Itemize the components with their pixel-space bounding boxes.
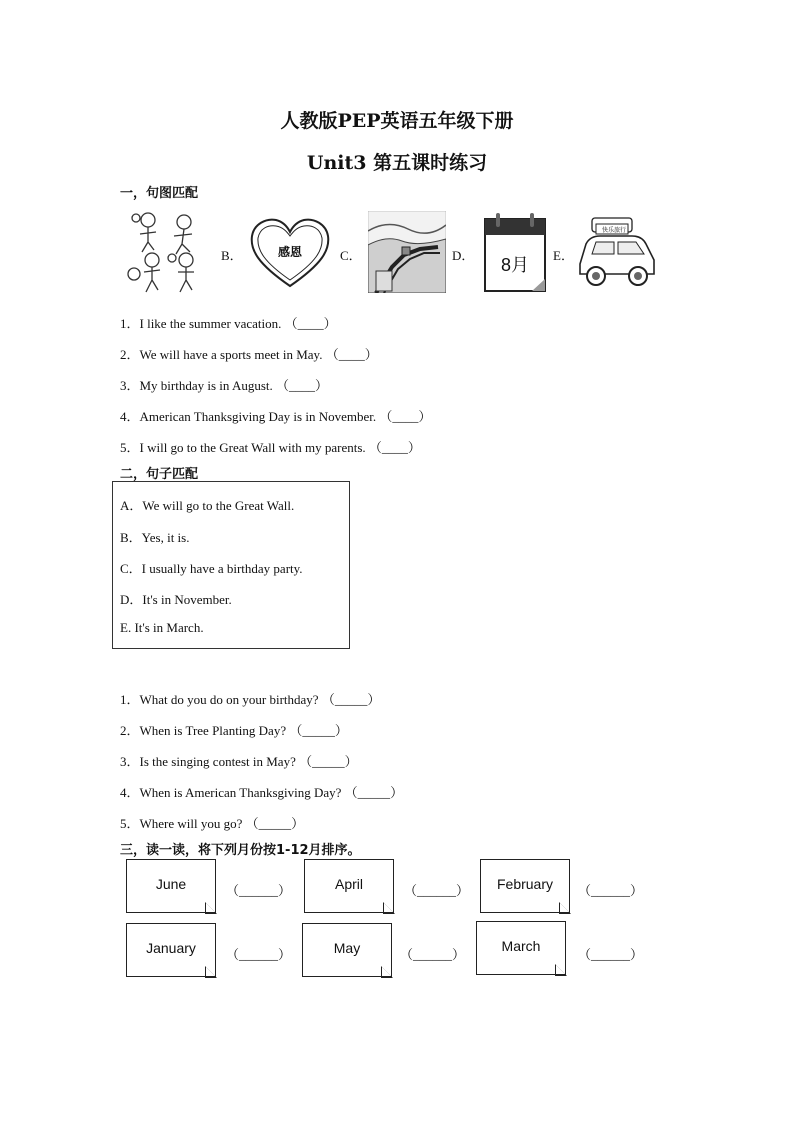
answer-c: C．I usually have a birthday party. [120, 561, 303, 576]
month-card-label: April [334, 876, 363, 892]
heart-text: 感恩 [277, 245, 303, 259]
month-card-may [302, 923, 392, 977]
month-card-label: March [501, 938, 541, 954]
answer-blank: （______） [578, 947, 644, 962]
answer-blank: （______） [404, 883, 470, 898]
section2-question-2: 2．When is Tree Planting Day? （_____） [120, 723, 348, 738]
month-card-february [480, 859, 570, 913]
page-title: 人教版PEP英语五年级下册 [280, 110, 514, 132]
august-calendar-icon [482, 211, 548, 293]
month-card-june [126, 859, 216, 913]
section1-sentence-1: 1．I like the summer vacation. （____） [120, 316, 337, 331]
travel-car-icon [574, 214, 658, 290]
month-card-label: January [146, 940, 196, 956]
month-card-label: May [333, 940, 361, 956]
section1-sentence-4: 4．American Thanksgiving Day is in November. （____） [120, 409, 432, 424]
section2-question-4: 4．When is American Thanksgiving Day? （_____） [120, 785, 404, 800]
page-subtitle: Unit3 第五课时练习 [306, 152, 488, 174]
car-sign: 快乐旅行 [601, 227, 627, 234]
month-card-march [476, 921, 566, 975]
great-wall-icon [368, 211, 446, 293]
section2-question-5: 5．Where will you go? （_____） [120, 816, 305, 831]
thanksgiving-heart-icon [248, 216, 332, 290]
month-card-april [304, 859, 394, 913]
section1-sentence-3: 3．My birthday is in August. （____） [120, 378, 329, 393]
answer-d: D．It's in November. [120, 592, 232, 607]
month-card-label: February [496, 876, 554, 892]
kids-playing-sports-icon [126, 210, 206, 294]
section2-question-1: 1．What do you do on your birthday? （_____） [120, 692, 381, 707]
answer-blank: （______） [400, 947, 466, 962]
section3-heading: 三，读一读，将下列月份按1-12月排序。 [120, 843, 361, 858]
month-card-january [126, 923, 216, 977]
section2-heading: 二，句子匹配 [120, 467, 199, 482]
answer-b: B．Yes, it is. [120, 530, 190, 545]
section1-sentence-2: 2．We will have a sports meet in May. （____） [120, 347, 378, 362]
section1-heading: 一，句图匹配 [120, 186, 199, 201]
picture-letter-b: B． [221, 248, 243, 263]
section2-question-3: 3．Is the singing contest in May? （_____） [120, 754, 358, 769]
answer-blank: （______） [226, 883, 292, 898]
month-card-label: June [155, 876, 187, 892]
picture-letter-e: E． [553, 248, 574, 263]
answer-blank: （______） [226, 947, 292, 962]
picture-letter-c: C． [340, 248, 362, 263]
section1-sentence-5: 5．I will go to the Great Wall with my parents. （____） [120, 440, 421, 455]
picture-letter-d: D． [452, 248, 475, 263]
calendar-text: 8月 [500, 255, 530, 275]
answer-blank: （______） [578, 883, 644, 898]
answer-e: E. It's in March. [120, 620, 204, 635]
answer-a: A．We will go to the Great Wall. [120, 498, 295, 513]
